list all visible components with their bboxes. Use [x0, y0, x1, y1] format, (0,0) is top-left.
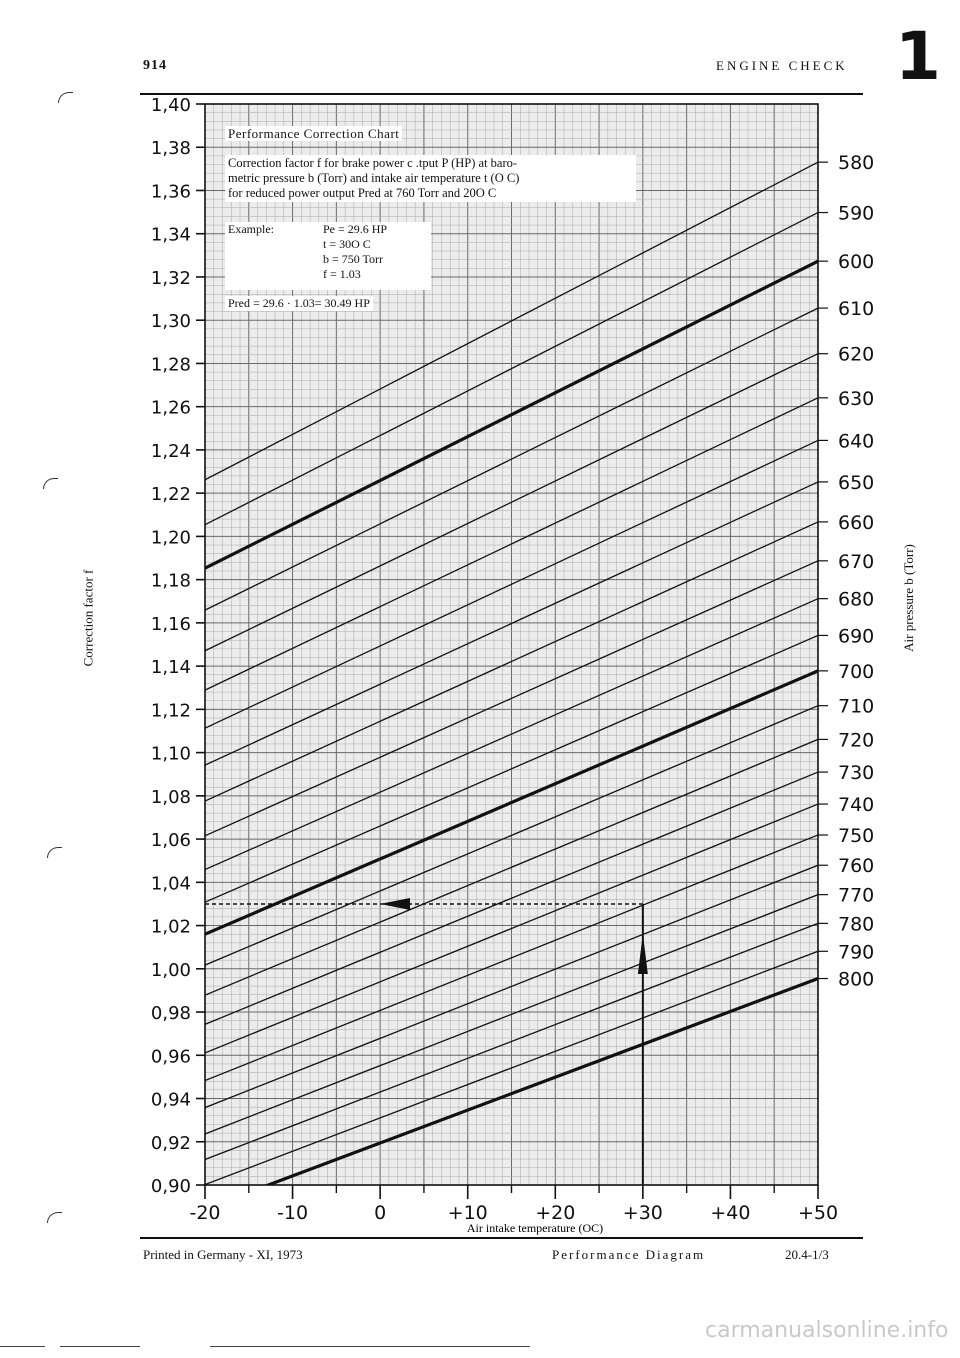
example-pressure: b = 750 Torr — [323, 252, 384, 266]
pressure-label-650: 650 — [838, 471, 875, 494]
y-tick-label: 1,26 — [150, 397, 191, 419]
pressure-label-710: 710 — [838, 695, 875, 718]
example-block — [225, 222, 431, 290]
y-tick-label: 1,12 — [150, 700, 191, 722]
y-tick-label: 0,96 — [150, 1046, 191, 1068]
bottom-border — [210, 1346, 530, 1347]
pressure-label-590: 590 — [838, 202, 875, 225]
pressure-label-760: 760 — [838, 855, 875, 878]
example-factor: f = 1.03 — [323, 267, 361, 281]
x-tick-label: +50 — [797, 1202, 839, 1224]
x-tick-label: +10 — [447, 1202, 488, 1224]
y-tick-label: 1,00 — [150, 959, 191, 981]
y-tick-label: 1,04 — [150, 873, 191, 895]
x-axis-label: Air intake temperature (OC) — [466, 1221, 604, 1235]
y-tick-label: 1,30 — [150, 311, 191, 333]
y-axis-side-label: Correction factor f — [80, 569, 96, 667]
y-tick-label: 1,32 — [150, 267, 191, 289]
y-tick-label: 1,08 — [150, 786, 191, 808]
pressure-label-790: 790 — [838, 941, 875, 964]
y-tick-label: 1,20 — [150, 527, 191, 549]
y-tick-label: 1,28 — [150, 354, 191, 376]
example-power: Pe = 29.6 HP — [323, 222, 388, 236]
pressure-label-690: 690 — [838, 625, 875, 648]
pressure-label-750: 750 — [838, 824, 875, 847]
section-number: 1 — [895, 18, 941, 95]
y-tick-label: 0,94 — [150, 1089, 191, 1111]
y-tick-label: 1,36 — [150, 181, 191, 203]
y-tick-labels — [151, 95, 191, 1197]
info-line: for reduced power output Pred at 760 Torr and 20O C — [228, 186, 497, 200]
pressure-label-700: 700 — [838, 660, 875, 683]
y-tick-label: 1,24 — [150, 440, 191, 462]
pressure-label-640: 640 — [838, 430, 875, 453]
x-tick-label: +20 — [535, 1202, 576, 1224]
pressure-label-680: 680 — [838, 588, 875, 611]
x-tick-label: -10 — [277, 1202, 309, 1224]
pressure-label-670: 670 — [838, 550, 875, 573]
footer-rule — [140, 1237, 863, 1239]
x-tick-label: -20 — [189, 1202, 221, 1224]
y-tick-label: 1,16 — [150, 613, 191, 635]
section-title: ENGINE CHECK — [716, 58, 848, 73]
page-number: 914 — [143, 58, 167, 73]
pressure-label-630: 630 — [838, 387, 875, 410]
example-values — [323, 222, 433, 282]
info-box — [225, 126, 637, 316]
footer-page-code: 20.4-1/3 — [785, 1247, 829, 1262]
y-tick-label: 0,92 — [150, 1132, 191, 1154]
y-tick-label: 0,90 — [150, 1176, 191, 1197]
bottom-border — [60, 1346, 140, 1347]
pressure-label-720: 720 — [838, 729, 875, 752]
x-tick-label: 0 — [374, 1202, 387, 1224]
y-tick-label: 0,98 — [150, 1003, 191, 1025]
y-tick-label: 1,38 — [150, 138, 191, 160]
y-tick-label: 1,40 — [150, 95, 191, 116]
pressure-label-580: 580 — [838, 152, 875, 175]
info-title: Performance Correction Chart — [225, 126, 402, 141]
pressure-label-660: 660 — [838, 511, 875, 534]
pressure-labels — [818, 152, 874, 990]
right-axis-side-label: Air pressure b (Torr) — [900, 544, 916, 652]
info-line: Correction factor f for brake power c .tput P (HP) at baro- — [228, 156, 518, 170]
example-temperature: t = 30O C — [323, 237, 371, 251]
pressure-label-770: 770 — [838, 884, 875, 907]
example-result: Pred = 29.6 · 1.03= 30.49 HP — [225, 296, 373, 311]
info-description — [225, 155, 636, 202]
footer-printed: Printed in Germany - XI, 1973 — [143, 1247, 303, 1262]
bottom-border — [0, 1346, 45, 1347]
pressure-label-740: 740 — [838, 794, 875, 817]
y-tick-label: 1,34 — [150, 224, 191, 246]
pressure-label-600: 600 — [838, 251, 875, 274]
pressure-label-780: 780 — [838, 913, 875, 936]
y-tick-label: 1,10 — [150, 743, 191, 765]
x-tick-label: +40 — [710, 1202, 751, 1224]
y-tick-label: 1,18 — [150, 570, 191, 592]
footer-diagram-title: Performance Diagram — [552, 1247, 706, 1262]
y-tick-label: 1,06 — [150, 830, 191, 852]
pressure-label-620: 620 — [838, 343, 875, 366]
info-line: metric pressure b (Torr) and intake air temperature t (O C) — [228, 171, 520, 185]
pressure-label-610: 610 — [838, 298, 875, 321]
example-label: Example: — [228, 222, 274, 236]
pressure-label-730: 730 — [838, 762, 875, 785]
watermark: carmanualsonline.info — [705, 1318, 949, 1343]
y-tick-label: 1,02 — [150, 916, 191, 938]
x-tick-label: +30 — [622, 1202, 663, 1224]
y-tick-label: 1,22 — [150, 484, 191, 506]
pressure-label-800: 800 — [838, 968, 875, 991]
y-tick-label: 1,14 — [150, 657, 191, 679]
